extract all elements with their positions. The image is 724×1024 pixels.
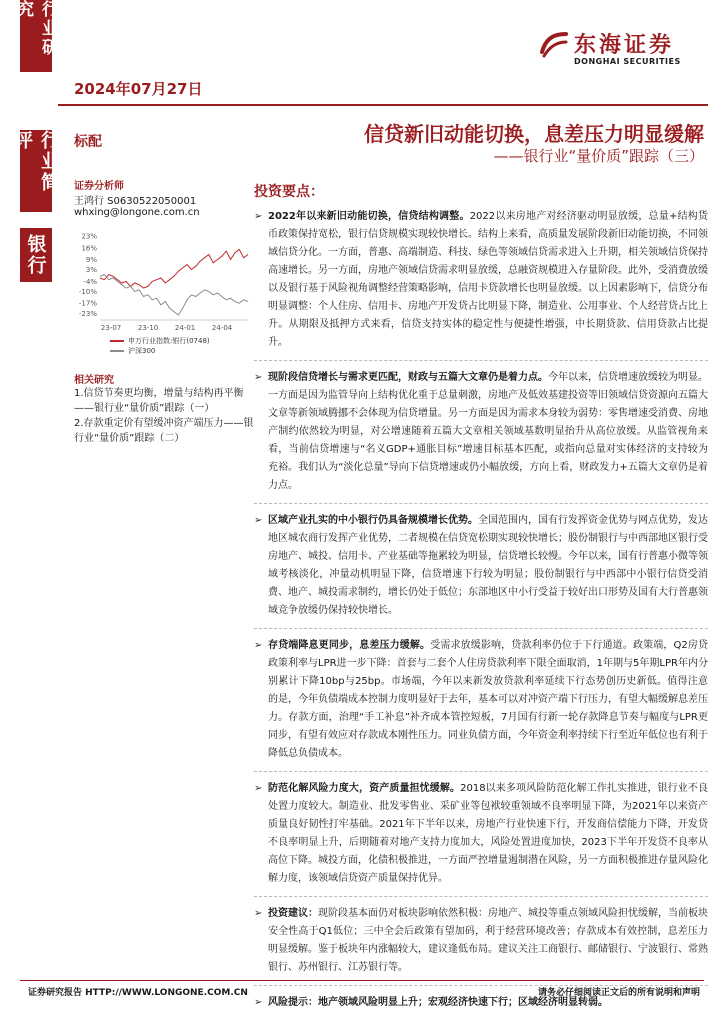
key-point-body: 受需求放缓影响，贷款利率仍位于下行通道。政策端，Q2房贷政策利率与LPR进一步下降：首套与二套个人住房贷款利率下限全面取消，1年期与5年期LPR年内分别累计下降10bp与25bp。市场端，今年以来新发放贷款利率延续下行态势创历史新低。值得注意的是，今年负债端成本控制力度明显好于去年，基本可以对冲资产端下行压力，有望大幅缓解息差压力。存款方面，治理“手工补息”补齐成本管控短板，7月国有行新一轮存款降息节奏与幅度与LPR更同步，有望有效应对存款成本刚性压力。同业负债方面，今年资金利率持续下行至近年低位也有利于降低总负债成本。 (268, 640, 709, 759)
price-chart (74, 230, 252, 362)
key-point-lead: 2022年以来新旧动能切换，信贷结构调整。 (268, 211, 470, 222)
x-tick-label: 24-01 (174, 324, 196, 332)
logo-text-en: DONGHAI SECURITIES (574, 57, 681, 66)
header-divider (58, 104, 708, 106)
y-tick-label: 23% (81, 232, 97, 241)
key-points-title: 投资要点： (254, 184, 324, 200)
key-point-body: 2022以来房地产对经济驱动明显放缓，总量+结构货币政策保持宽松，银行信贷规模实现较快增长。结构上来看，高质量发展阶段新旧动能切换，不同领域信贷分化。一方面，普惠、高端制造、科技、绿色等领域信贷需求进入上升期，相关领域信贷保持高速增长。另一方面，房地产领域信贷需求明显放缓，总融资规模进入存量阶段。此外，受消费放缓以及银行基于风险视角调整经营策略影响，信用卡贷款增长也明显放缓。以上因素影响下，信贷分布明显调整：个人住房、信用卡、房地产开发贷占比明显下降，制造业、公用事业、个人经营贷占比上升。从期限及抵押方式来看，信贷支持实体的稳定性与便捷性增强，中长期贷款、信用贷款占比提升。 (268, 211, 708, 348)
category-industry-review: 行业简评 (20, 130, 52, 212)
key-point-paragraph (254, 637, 708, 772)
legend-item-bank (110, 336, 210, 346)
arrow-bullet-icon: ➢ (254, 997, 263, 1008)
legend-label-csi300: 沪深300 (128, 347, 156, 355)
footer-disclaimer: 请务必仔细阅读正文后的所有说明和声明 (537, 988, 700, 998)
footer-website[interactable]: 证券研究报告 HTTP://WWW.LONGONE.COM.CN (28, 988, 248, 998)
key-point-paragraph (254, 208, 708, 361)
logo-text-cn: 东海证券 (574, 33, 675, 58)
report-subtitle: ——银行业“量价质”跟踪（三） (493, 147, 704, 165)
x-tick-label: 23-10 (137, 324, 159, 332)
related-research-label: 相关研究 (74, 375, 114, 386)
y-tick-label: -17% (78, 299, 97, 308)
key-point-body: 现阶段基本面仍对板块影响依然积极：房地产、城投等重点领域风险担忧缓解，当前板块安全性高于Q1低位；三中全会后政策有望加码，利于经营环境改善；存款成本有效控制，息差压力明显缓解。鉴于板块年内涨幅较大，建议逢低布局。建议关注工商银行、邮储银行、宁波银行、常熟银行、苏州银行、江苏银行等。 (268, 908, 708, 973)
key-point-paragraph (254, 905, 708, 986)
key-point-lead: 存贷端降息更同步，息差压力缓解。 (268, 640, 431, 651)
industry-rating: 标配 (74, 134, 102, 150)
footer-divider (20, 980, 704, 981)
category-sector: 银行 (20, 228, 52, 282)
y-tick-label: 16% (81, 244, 97, 253)
related-research-item[interactable]: 2.存款重定价有望缓冲资产端压力——银行业“量价质”跟踪（二） (74, 418, 254, 444)
chart-legend (110, 336, 210, 356)
related-research-item[interactable]: 1.信贷节奏更均衡，增量与结构再平衡——银行业“量价质”跟踪（一） (74, 388, 244, 414)
company-logo (538, 28, 708, 72)
category-industry-research: 行业研究 (20, 0, 52, 72)
key-point-lead: 现阶段信贷增长与需求更匹配，财政与五篇大文章仍是着力点。 (268, 372, 548, 383)
key-point-body: 今年以来，信贷增速放缓较为明显。一方面是因为监管导向上结构优化重于总量刺激，房地产及低效基建投资等旧领域信贷资源向五篇大文章等新领域腾挪不会体现为信贷增量。另一方面是因为需求本身较为弱势：零售增速受消费、房地产制约依然较为明显，对公增速随着五篇大文章相关领域基数明显抬升从高位放缓。从监管视角来看，当前信贷增速与“名义GDP+通胀目标”增速目标基本匹配，或指向总量对实体经济的支持较为充裕。我们认为“淡化总量”导向下信贷增速或仍小幅放缓，方向上看，财政发力+五篇大文章仍是着力点。 (268, 372, 708, 491)
arrow-bullet-icon: ➢ (254, 640, 263, 651)
arrow-bullet-icon: ➢ (254, 783, 263, 794)
arrow-bullet-icon: ➢ (254, 372, 263, 383)
legend-swatch-csi300 (110, 350, 124, 352)
y-tick-label: 9% (85, 256, 97, 265)
arrow-bullet-icon: ➢ (254, 211, 263, 222)
y-tick-label: -23% (78, 309, 97, 318)
legend-label-bank: 申万行业指数:银行(0748) (128, 337, 210, 345)
analyst-label: 证券分析师 (74, 181, 124, 192)
key-point-paragraph (254, 780, 708, 897)
x-tick-label: 23-07 (100, 324, 122, 332)
legend-item-csi300 (110, 346, 210, 356)
key-point-body: 全国范围内，国有行发挥资金优势与网点优势，发达地区城农商行发挥产业优势，二者规模在信贷宽松期实现较快增长；股份制银行与中西部地区银行受房地产、城投、信用卡、产业基础等拖累较为明显，信贷增长较慢。今年以来，国有行普惠小微等领域考核淡化，冲量动机明显下降，信贷增速下行较为明显；股份制银行与中西部中小银行信贷受消费、地产、城投需求制约，增长仍处于低位；东部地区中小行受益于较好出口形势及国有大行普惠领域竞争放缓仍保持较快增长。 (268, 515, 708, 616)
x-tick-label: 24-04 (211, 324, 233, 332)
price-chart-svg (74, 230, 252, 336)
related-research-list (74, 386, 254, 446)
key-point-paragraph (254, 369, 708, 504)
arrow-bullet-icon: ➢ (254, 515, 263, 526)
arrow-bullet-icon: ➢ (254, 908, 263, 919)
y-tick-label: 3% (85, 266, 97, 275)
key-point-paragraph (254, 512, 708, 629)
analyst-name: 王鸿行 S0630522050001 (74, 196, 197, 207)
report-title: 信贷新旧动能切换，息差压力明显缓解 (364, 122, 704, 146)
key-point-lead: 投资建议： (268, 908, 318, 919)
key-points-content (254, 208, 708, 1024)
key-point-lead: 风险提示：地产领域风险明显上升；宏观经济快速下行；区域经济明显转弱。 (268, 997, 608, 1008)
key-point-body: 2018以来多项风险防范化解工作扎实推进，银行业不良处置力度较大。制造业、批发零售业、采矿业等包袱较重领域不良率明显下降，为2021年以来资产质量良好韧性打牢基础。2021年下半年以来，房地产行业快速下行，开发商信偿能力下降，开发贷不良率明显上升，后期随着对地产支持力度加大，风险处置进度加快，2023下半年开发贷不良率从高位下降。城投方面，化债积极推进，一方面严控增量遏制潜在风险，另一方面积极推进存量风险化解力度，该领域信贷资产质量保持优异。 (268, 783, 708, 884)
y-tick-label: -4% (83, 277, 97, 286)
logo-mark-icon (538, 28, 570, 60)
y-tick-label: -10% (78, 287, 97, 296)
series-line-csi300 (100, 275, 248, 315)
report-date: 2024年07月27日 (74, 80, 203, 98)
legend-swatch-bank (110, 340, 124, 342)
analyst-email: whxing@longone.com.cn (74, 207, 200, 218)
key-point-lead: 区域产业扎实的中小银行仍具备规模增长优势。 (268, 515, 478, 526)
series-line-bank (100, 249, 248, 288)
key-point-lead: 防范化解风险力度大，资产质量担忧缓解。 (268, 783, 461, 794)
